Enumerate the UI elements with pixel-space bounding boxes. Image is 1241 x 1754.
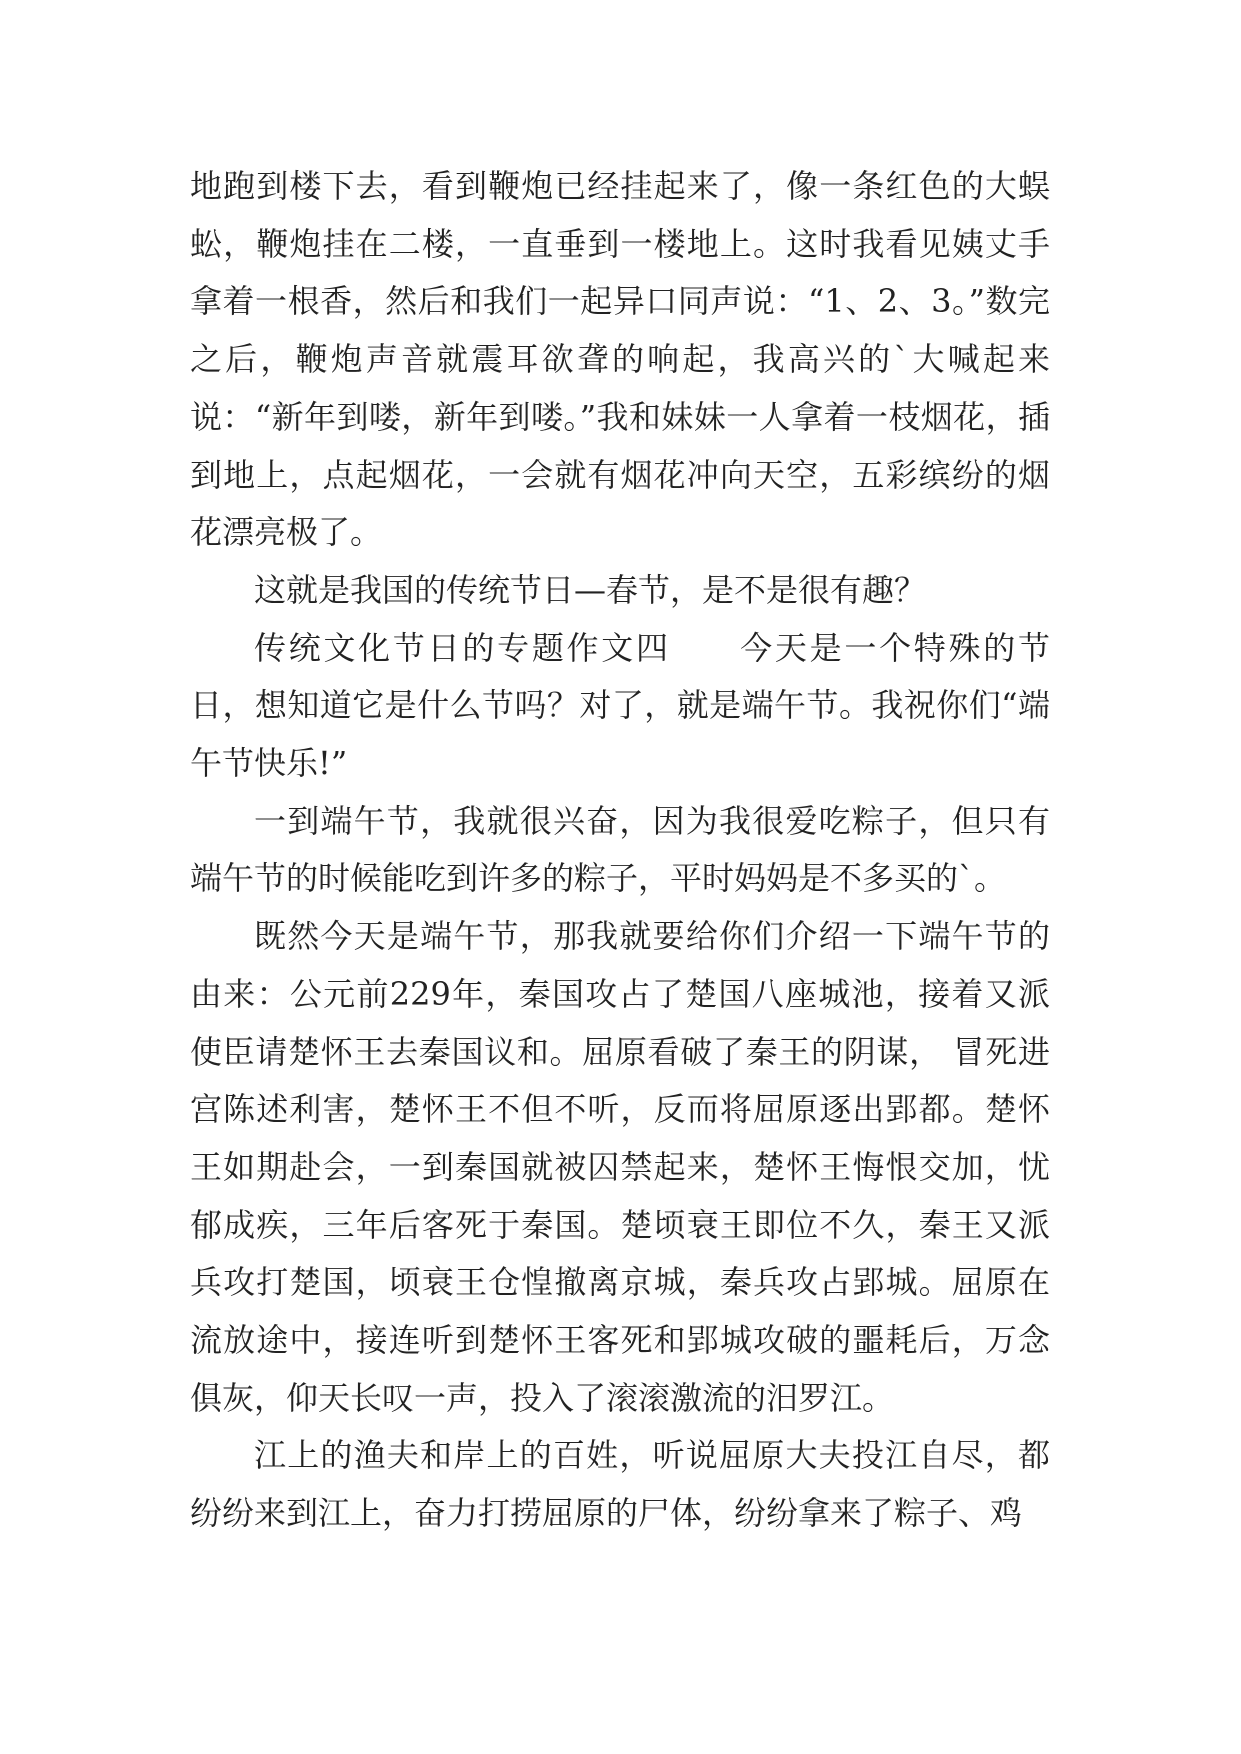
paragraph-origin-qu-yuan: 既然今天是端午节，那我就要给你们介绍一下端午节的由来：公元前229年，秦国攻占了楚国八座城池，接着又派使臣请楚怀王去秦国议和。屈原看破了秦王的阴谋， 冒死进宫陈述利害，楚怀王不但不听，反而将屈原逐出郢都。楚怀王如期赴会，一到秦国就被囚禁起来，楚怀王悔恨交加，忧郁成疾，三年后客死于秦国。楚顷衰王即位不久，秦王又派兵攻打楚国，顷衰王仓惶撤离京城，秦兵攻占郢城。屈原在流放途中，接连听到楚怀王客死和郢城攻破的噩耗后，万念俱灰，仰天长叹一声，投入了滚滚激流的汨罗江。 [190,917,1050,1417]
paragraph-essay-four-intro: 传统文化节日的专题作文四 今天是一个特殊的节日，想知道它是什么节吗？对了，就是端午节。我祝你们“端午节快乐!” [190,628,1050,783]
document-body [190,158,1050,1543]
paragraph-spring-festival-summary: 这就是我国的传统节日—春节，是不是很有趣？ [254,570,927,609]
paragraph-fishermen: 江上的渔夫和岸上的百姓，听说屈原大夫投江自尽，都纷纷来到江上，奋力打捞屈原的尸体，纷纷拿来了粽子、鸡 [190,1436,1050,1533]
paragraph-zongzi: 一到端午节，我就很兴奋，因为我很爱吃粽子，但只有端午节的时候能吃到许多的粽子，平时妈妈是不多买的`。 [190,801,1050,898]
paragraph-spring-festival-firecrackers: 地跑到楼下去，看到鞭炮已经挂起来了，像一条红色的大蜈蚣，鞭炮挂在二楼，一直垂到一楼地上。这时我看见姨丈手拿着一根香，然后和我们一起异口同声说：“1、2、3。”数完之后，鞭炮声音就震耳欲聋的响起，我高兴的`大喊起来说：“新年到喽，新年到喽。”我和妹妹一人拿着一枝烟花，插到地上，点起烟花，一会就有烟花冲向天空，五彩缤纷的烟花漂亮极了。 [190,167,1050,552]
